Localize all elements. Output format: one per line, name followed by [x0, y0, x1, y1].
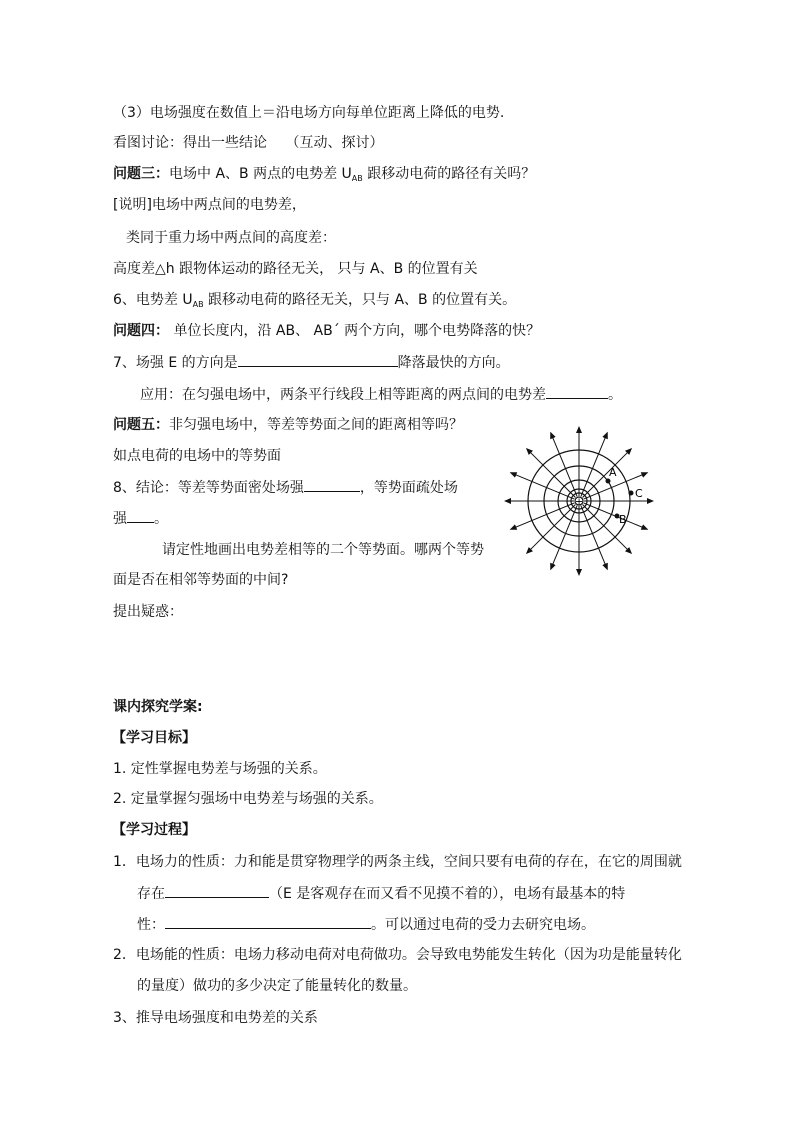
line-discussion: 看图讨论：得出一些结论 （互动、探讨） — [113, 135, 384, 151]
question-3-label: 问题三： — [113, 166, 169, 182]
line-question-3 — [113, 164, 535, 189]
item-7-text-a: 7、场强 E 的方向是 — [113, 355, 238, 371]
process-2a: 2．电场能的性质：电场力移动电荷对电荷做功。会导致电势能发生转化（因为功是能量转化 — [113, 947, 682, 963]
item-8-text-a: 8、结论：等差等势面密处场强 — [113, 480, 304, 496]
line-analogy: 类同于重力场中两点间的高度差： — [126, 230, 336, 246]
uab-subscript-2: AB — [192, 300, 204, 309]
field-line-arrow — [583, 449, 632, 498]
line-item-8-cont — [113, 508, 168, 529]
point-b-label: B — [619, 513, 627, 526]
line-question-4 — [113, 321, 540, 341]
line-item-6 — [113, 290, 516, 315]
uab-subscript: AB — [351, 174, 363, 183]
goals-header: 【学习目标】 — [112, 730, 196, 746]
blank-strong-field[interactable] — [304, 477, 360, 492]
line-point-charge: 如点电荷的电场中的等势面 — [113, 448, 281, 464]
application-text: 应用：在匀强电场中，两条平行线段上相等距离的两点间的电势差 — [140, 387, 546, 403]
application-end: 。 — [608, 387, 622, 403]
process-3: 3、推导电场强度和电势差的关系 — [113, 1010, 318, 1026]
field-line-arrow — [527, 449, 576, 498]
point-a-dot — [606, 479, 611, 484]
item-6-text-a: 6、电势差 U — [113, 292, 193, 308]
question-3-text-a: 电场中 A、B 两点的电势差 U — [169, 166, 352, 182]
process-header: 【学习过程】 — [112, 822, 196, 838]
point-c-label: C — [635, 487, 643, 500]
point-c-dot — [629, 491, 634, 496]
process-2b: 的量度）做功的多少决定了能量转化的数量。 — [137, 978, 417, 994]
process-1a: 1．电场力的性质：力和能是贯穿物理学的两条主线，空间只要有电荷的存在，在它的周围就 — [113, 854, 682, 870]
point-a-label: A — [609, 466, 617, 479]
blank-electric-field[interactable] — [165, 883, 269, 898]
process-1c-text-b: 。可以通过电荷的受力去研究电场。 — [371, 917, 595, 933]
question-4-label: 问题四： — [113, 323, 169, 339]
item-8-text-d: 。 — [154, 511, 168, 527]
question-5-label: 问题五： — [113, 417, 169, 433]
goal-2: 2. 定量掌握匀强场中电势差与场强的关系。 — [113, 791, 383, 807]
line-height-difference: 高度差△h 跟物体运动的路径无关， 只与 A、B 的位置有关 — [113, 261, 478, 277]
line-note: [说明]电场中两点间的电势差， — [113, 197, 306, 213]
blank-potential-difference[interactable] — [546, 384, 608, 399]
item-8-text-c: 强 — [113, 511, 127, 527]
item-8-text-b: ，等势面疏处场 — [359, 480, 458, 496]
process-1b — [137, 883, 625, 904]
item-6-text-b: 跟移动电荷的路径无关，只与 A、B 的位置有关。 — [203, 292, 517, 308]
item-7-text-b: 降落最快的方向。 — [397, 355, 510, 371]
blank-field-property[interactable] — [165, 914, 371, 929]
field-line-arrow — [583, 505, 632, 554]
line-item-8 — [113, 477, 458, 498]
question-5-text: 非匀强电场中，等差等势面之间的距离相等吗？ — [169, 417, 463, 433]
process-1c — [137, 914, 595, 935]
goal-1: 1. 定性掌握电势差与场强的关系。 — [113, 761, 327, 777]
blank-field-direction[interactable] — [238, 352, 398, 367]
question-4-text: 单位长度内，沿 AB、 AB´ 两个方向，哪个电势降落的快？ — [169, 323, 541, 339]
line-application — [140, 384, 622, 405]
line-p3-field-strength: （3）电场强度在数值上＝沿电场方向每单位距离上降低的电势. — [113, 105, 505, 121]
equipotential-diagram — [503, 425, 655, 577]
line-doubts: 提出疑惑： — [113, 604, 183, 620]
question-3-text-b: 跟移动电荷的路径有关吗？ — [362, 166, 536, 182]
center-charge-symbol: + — [574, 496, 584, 508]
process-1c-text-a: 性： — [137, 917, 165, 933]
line-question-5 — [113, 415, 463, 435]
process-1b-text-a: 存在 — [137, 886, 165, 902]
blank-weak-field[interactable] — [127, 508, 154, 523]
line-draw-instruction: 请定性地画出电势差相等的二个等势面。哪两个等势 — [162, 542, 484, 558]
line-item-7 — [113, 352, 510, 373]
process-1b-text-b: （E 是客观存在而又看不见摸不着的），电场有最基本的特 — [269, 886, 626, 902]
line-draw-question: 面是否在相邻等势面的中间? — [113, 572, 289, 588]
field-line-arrow — [527, 505, 576, 554]
section-title: 课内探究学案: — [113, 699, 203, 715]
